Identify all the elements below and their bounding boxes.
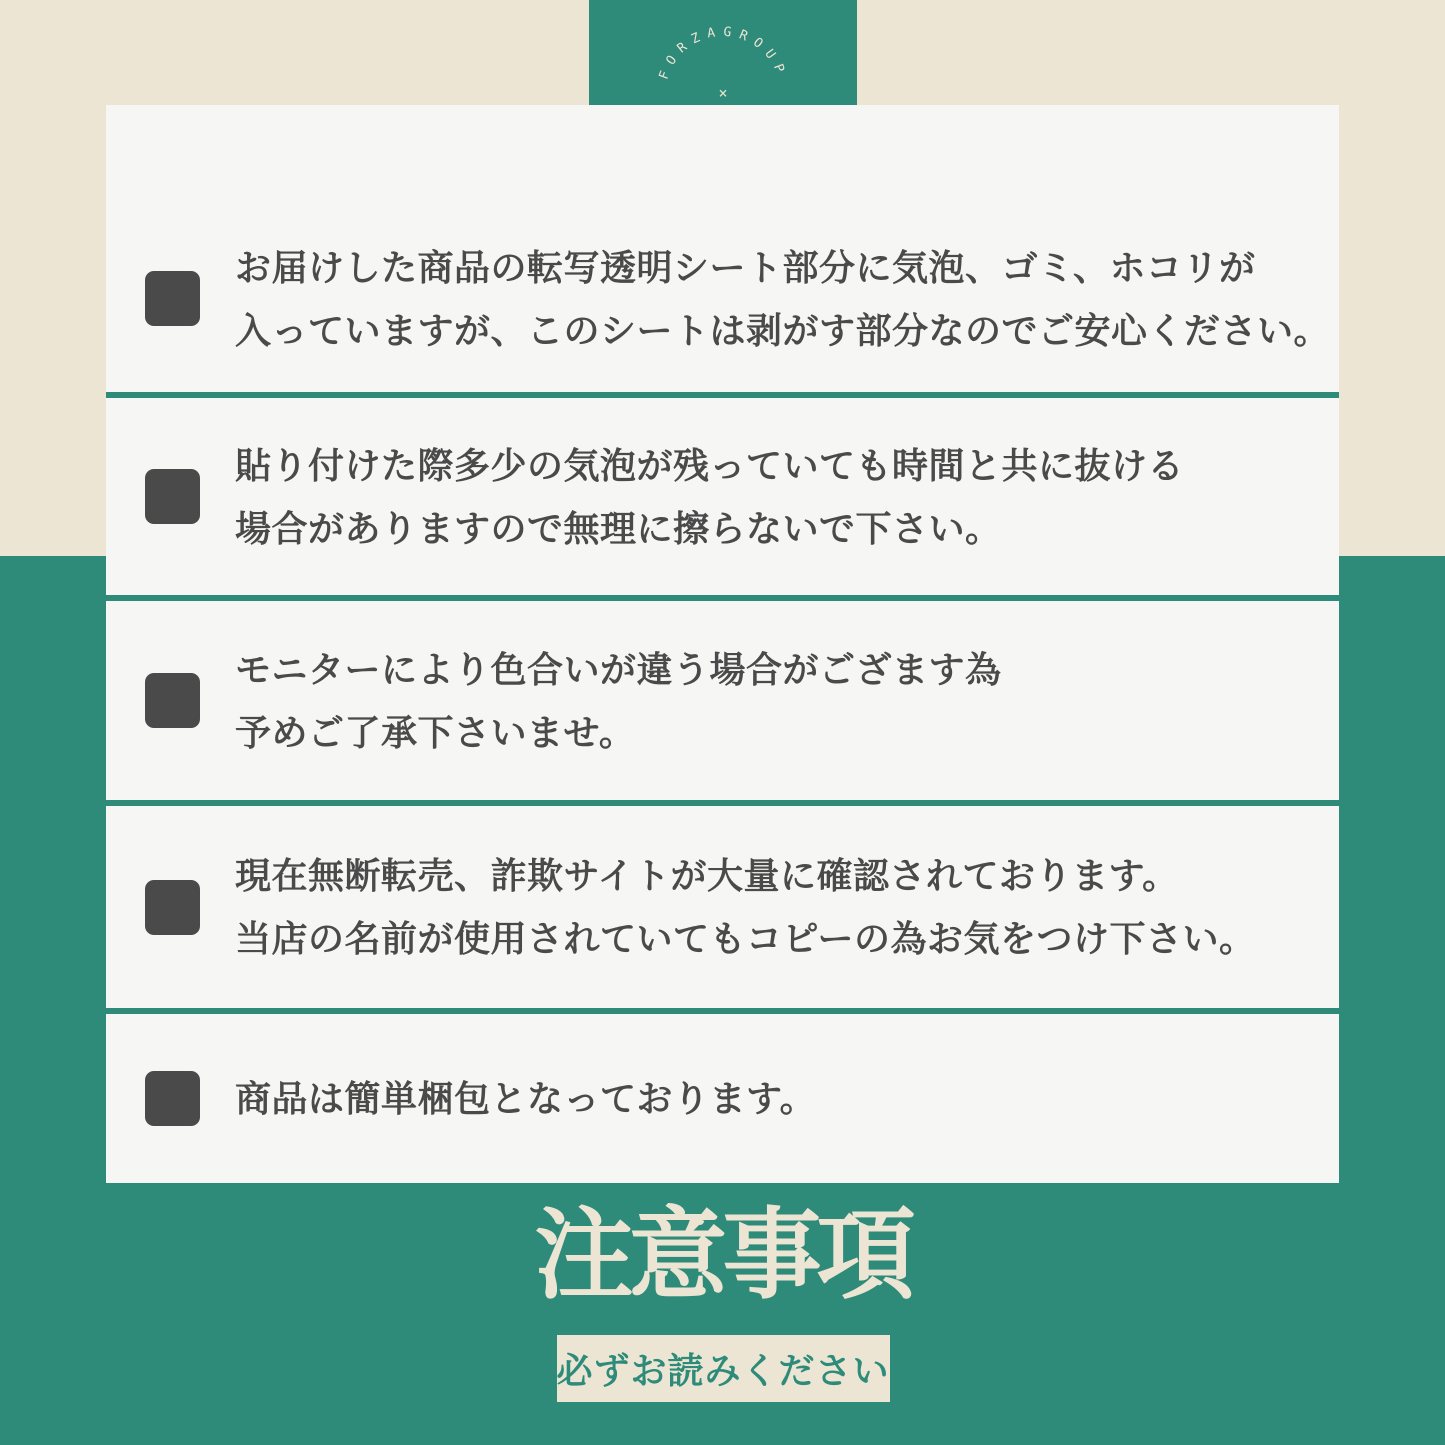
notice-panel (106, 105, 1339, 1183)
must-read-label: 必ずお読みください (557, 1335, 890, 1402)
notice-item-1 (106, 105, 1339, 392)
notice-text (235, 434, 1184, 560)
notice-item-3 (106, 601, 1339, 800)
notice-item-5 (106, 1014, 1339, 1183)
brand-x-mark-icon: × (718, 84, 728, 102)
bullet-square-icon (145, 880, 200, 935)
notice-line: 入っていますが、このシートは剥がす部分なのでご安心ください。 (235, 309, 1331, 351)
bullet-square-icon (145, 271, 200, 326)
bullet-square-icon (145, 673, 200, 728)
notice-line: 場合がありますので無理に擦らないで下さい。 (235, 507, 1002, 549)
notice-line: 当店の名前が使用されていてもコピーの為お気をつけ下さい。 (235, 918, 1256, 959)
bullet-square-icon (145, 1071, 200, 1126)
notice-item-2 (106, 398, 1339, 595)
brand-arc-top-text: FORZAGROUP (656, 24, 790, 82)
notice-line: お届けした商品の転写透明シート部分に気泡、ゴミ、ホコリが (235, 246, 1256, 288)
notice-item-4 (106, 806, 1339, 1008)
notice-line: 予めご了承下さいませ。 (235, 711, 636, 753)
notice-text (235, 1067, 816, 1130)
notice-line: 貼り付けた際多少の気泡が残っていても時間と共に抜ける (235, 444, 1185, 486)
notice-line: モニターにより色合いが違う場合がござます為 (235, 648, 1002, 690)
notice-text (235, 638, 1002, 764)
notice-text (235, 844, 1256, 970)
bullet-square-icon (145, 469, 200, 524)
notice-line: 商品は簡単梱包となっております。 (235, 1078, 817, 1119)
page-title: 注意事項 (534, 1199, 911, 1310)
notice-text (235, 236, 1330, 362)
notice-line: 現在無断転売、詐欺サイトが大量に確認されております。 (235, 855, 1179, 896)
